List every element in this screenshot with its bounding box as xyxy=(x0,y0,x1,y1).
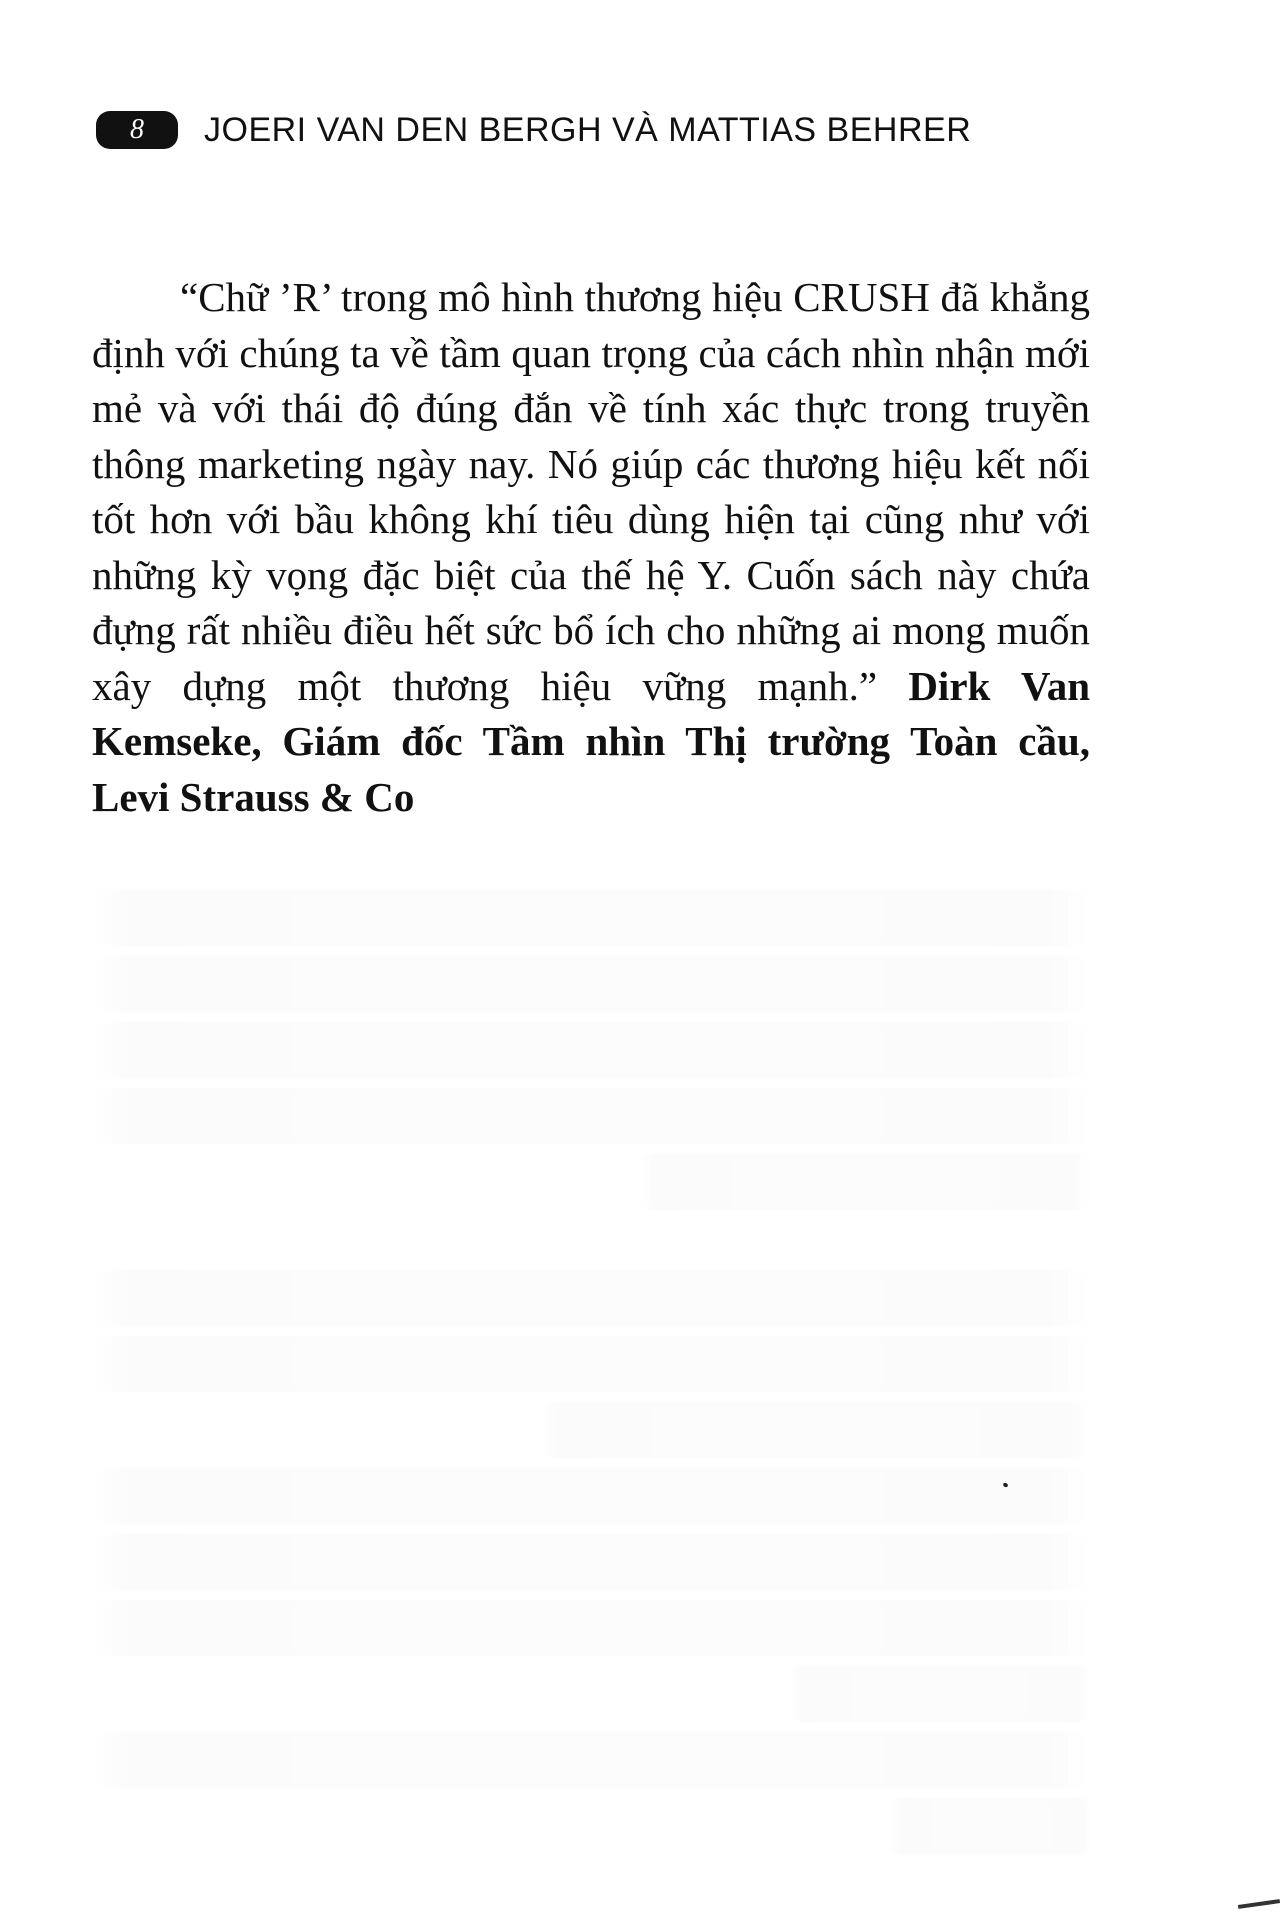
page-number: 8 xyxy=(130,114,144,145)
page-header xyxy=(96,108,971,152)
ink-speck xyxy=(1002,1482,1008,1488)
page-number-badge xyxy=(96,111,178,149)
running-head: JOERI VAN DEN BERGH VÀ MATTIAS BEHRER xyxy=(204,110,972,149)
show-through-block-2 xyxy=(90,1270,1090,1864)
page-edge-mark xyxy=(1238,1899,1280,1909)
quote-attribution: Dirk Van Kemseke, Giám đốc Tầm nhìn Thị trường Toàn cầu, Levi Strauss & Co xyxy=(92,662,1090,820)
show-through-block-1 xyxy=(90,890,1090,1220)
endorsement-quote xyxy=(92,270,1090,825)
quote-text: “Chữ ’R’ trong mô hình thương hiệu CRUSH đã khẳng định với chúng ta về tầm quan trọng của cách nhìn nhận mới mẻ và với thái độ đúng đắn về tính xác thực trong truyền thông marketing ngày nay. Nó giúp các thương hiệu kết nối tốt hơn với bầu không khí tiêu dùng hiện tại cũng như với những kỳ vọng đặc biệt của thế hệ Y. Cuốn sách này chứa đựng rất nhiều điều hết sức bổ ích cho những ai mong muốn xây dựng một thương hiệu vững mạnh.” xyxy=(92,274,1090,709)
